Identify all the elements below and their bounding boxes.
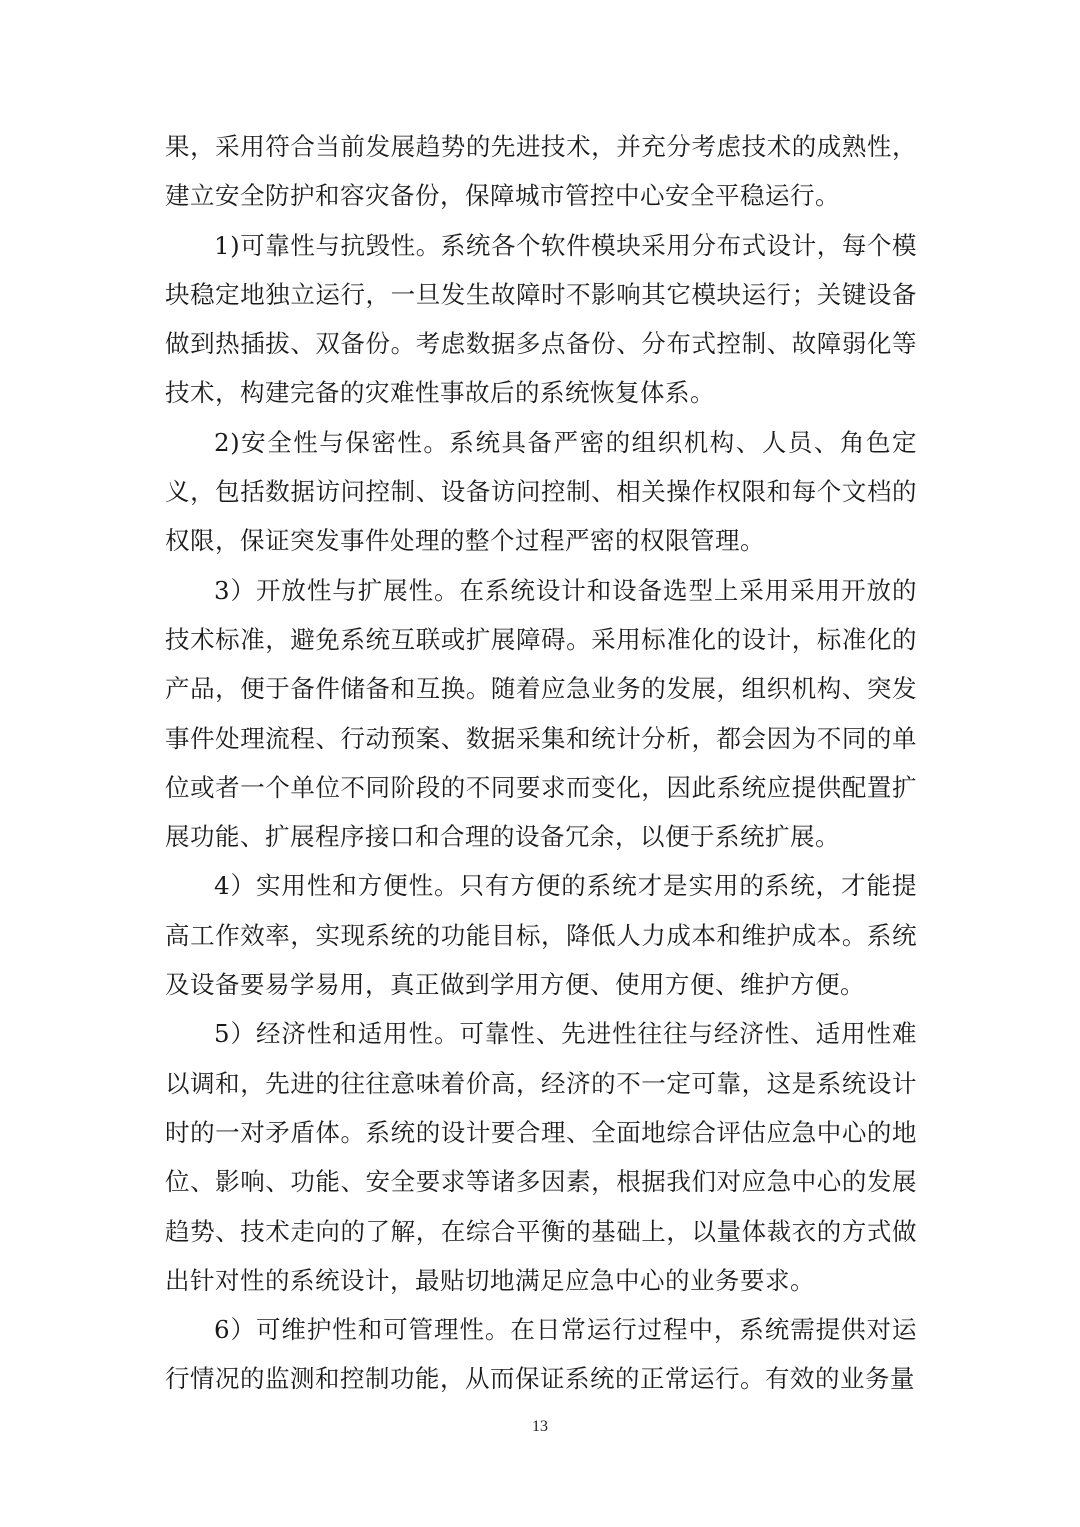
paragraph-reliability: 1)可靠性与抗毁性。系统各个软件模块采用分布式设计，每个模块稳定地独立运行，一旦发生故障时不影响其它模块运行；关键设备做到热插拔、双备份。考虑数据多点备份、分布式控制、故障弱化等技术，构建完备的灾难性事故后的系统恢复体系。 [165,230,917,408]
paragraph-continuation: 果，采用符合当前发展趋势的先进技术，并充分考虑技术的成熟性，建立安全防护和容灾备份，保障城市管控中心安全平稳运行。 [165,132,917,211]
paragraph-practicality: 4）实用性和方便性。只有方便的系统才是实用的系统，才能提高工作效率，实现系统的功能目标，降低人力成本和维护成本。系统及设备要易学易用，真正做到学用方便、使用方便、维护方便。 [165,871,917,1000]
paragraph-openness: 3）开放性与扩展性。在系统设计和设备选型上采用采用开放的技术标准，避免系统互联或扩展障碍。采用标准化的设计，标准化的产品，便于备件储备和互换。随着应急业务的发展，组织机构、突发事件处理流程、行动预案、数据采集和统计分析，都会因为不同的单位或者一个单位不同阶段的不同要求而变化，因此系统应提供配置扩展功能、扩展程序接口和合理的设备冗余，以便于系统扩展。 [165,575,917,852]
page-number: 13 [532,1418,548,1435]
paragraph-security: 2)安全性与保密性。系统具备严密的组织机构、人员、角色定义，包括数据访问控制、设备访问控制、相关操作权限和每个文档的权限，保证突发事件处理的整个过程严密的权限管理。 [165,427,917,556]
document-body [165,122,917,1404]
paragraph-maintainability: 6）可维护性和可管理性。在日常运行过程中，系统需提供对运行情况的监测和控制功能，从而保证系统的正常运行。有效的业务量 [165,1315,917,1394]
paragraph-economy: 5）经济性和适用性。可靠性、先进性往往与经济性、适用性难以调和，先进的往往意味着价高，经济的不一定可靠，这是系统设计时的一对矛盾体。系统的设计要合理、全面地综合评估应急中心的地位、影响、功能、安全要求等诸多因素，根据我们对应急中心的发展趋势、技术走向的了解，在综合平衡的基础上，以量体裁衣的方式做出针对性的系统设计，最贴切地满足应急中心的业务要求。 [165,1019,917,1295]
